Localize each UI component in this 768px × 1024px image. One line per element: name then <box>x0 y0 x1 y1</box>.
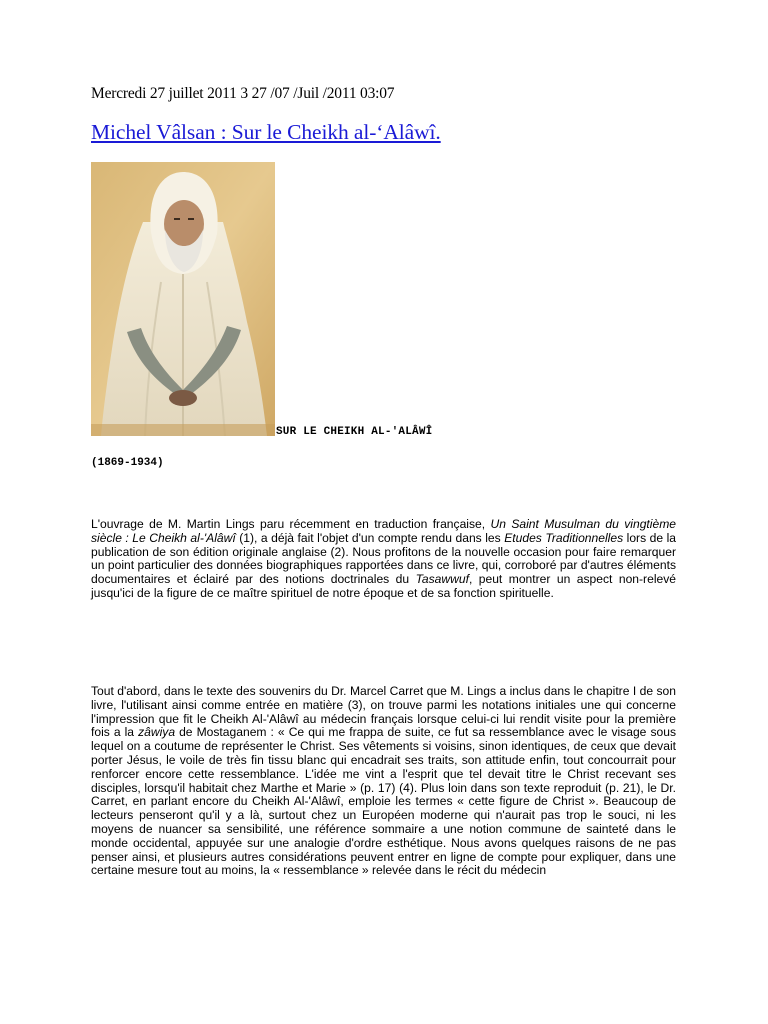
paragraph-intro <box>91 518 676 601</box>
text-segment: de Mostaganem : « Ce qui me frappa de suite, ce fut sa ressemblance avec le visage sous lequel on a coutume de représenter le Christ. Ses vêtements si voisins, sinon identiques, de ceux que devait porter Jésus, le voile de très fin tissu blanc qui encadrait ses traits, son attitude enfin, tout concourrait pour renforcer encore cette ressemblance. L'idée me vint a l'esprit que tel devait titre le Christ recevant ses disciples, lorsqu'il habitait chez Marthe et Marie » (p. 17) (4). Plus loin dans son texte reproduit (p. 21), le Dr. Carret, en parlant encore du Cheikh Al-'Alâwî, emploie les termes « cette figure de Christ ». Beaucoup de lecteurs penseront qu'il y a là, surtout chez un Européen moderne qui n'aurait pas trop le souci, ni les moyens de nuancer sa sensibilité, une référence sommaire a une notion commune de sainteté dans le monde occidental, appuyée sur une analogie d'ordre esthétique. Nous avons quelques raisons de ne pas penser ainsi, et plusieurs autres considérations peuvent entrer en ligne de compte pour expliquer, dans une certaine mesure tout au moins, la « ressemblance » relevée dans le récit du médecin <box>91 725 676 878</box>
text-segment-italic: Etudes Traditionnelles <box>504 530 624 545</box>
text-segment: (1), a déjà fait l'objet d'un compte rendu dans les <box>235 530 505 545</box>
photo-caption: SUR LE CHEIKH AL-'ALÂWÎ <box>276 426 433 438</box>
text-segment-italic: zâwiya <box>138 725 176 740</box>
text-segment: , peut montrer un aspect non-relevé jusqu'ici de la figure de ce maître spirituel de notre époque et de sa fonction spirituelle. <box>91 572 676 600</box>
text-segment: Tout d'abord, dans le texte des souvenirs du Dr. Marcel Carret que M. Lings a inclus dans le chapitre I de son livre, l'utilisant ainsi comme entrée en matière (3), on trouve parmi les notations initiales une qui concerne l'impression que fit le Cheikh Al-'Alâwî au médecin français lorsque celui-ci lui rendit visite pour la première fois a la <box>91 684 676 740</box>
life-dates: (1869-1934) <box>91 457 164 469</box>
portrait-photo <box>91 162 275 436</box>
text-segment: L'ouvrage de M. Martin Lings paru récemment en traduction française, <box>91 517 491 531</box>
text-segment-italic: Tasawwuf <box>415 572 469 587</box>
text-segment: lors de la publication de son édition originale anglaise (2). Nous profitons de la nouvelle occasion pour faire remarquer un point particulier des données biographiques rapportées dans ce livre, qui, corroboré par d'autres éléments documentaires et éclairé par des notions doctrinales du <box>91 530 677 587</box>
article-title-link[interactable]: Michel Vâlsan : Sur le Cheikh al-‘Alâwî. <box>91 120 441 144</box>
post-dateline: Mercredi 27 juillet 2011 3 27 /07 /Juil /2011 03:07 <box>91 85 395 102</box>
text-segment-italic: Un Saint Musulman du vingtième siècle : Le Cheikh al-'Alâwî <box>91 517 676 545</box>
paragraph-carret <box>91 685 676 878</box>
